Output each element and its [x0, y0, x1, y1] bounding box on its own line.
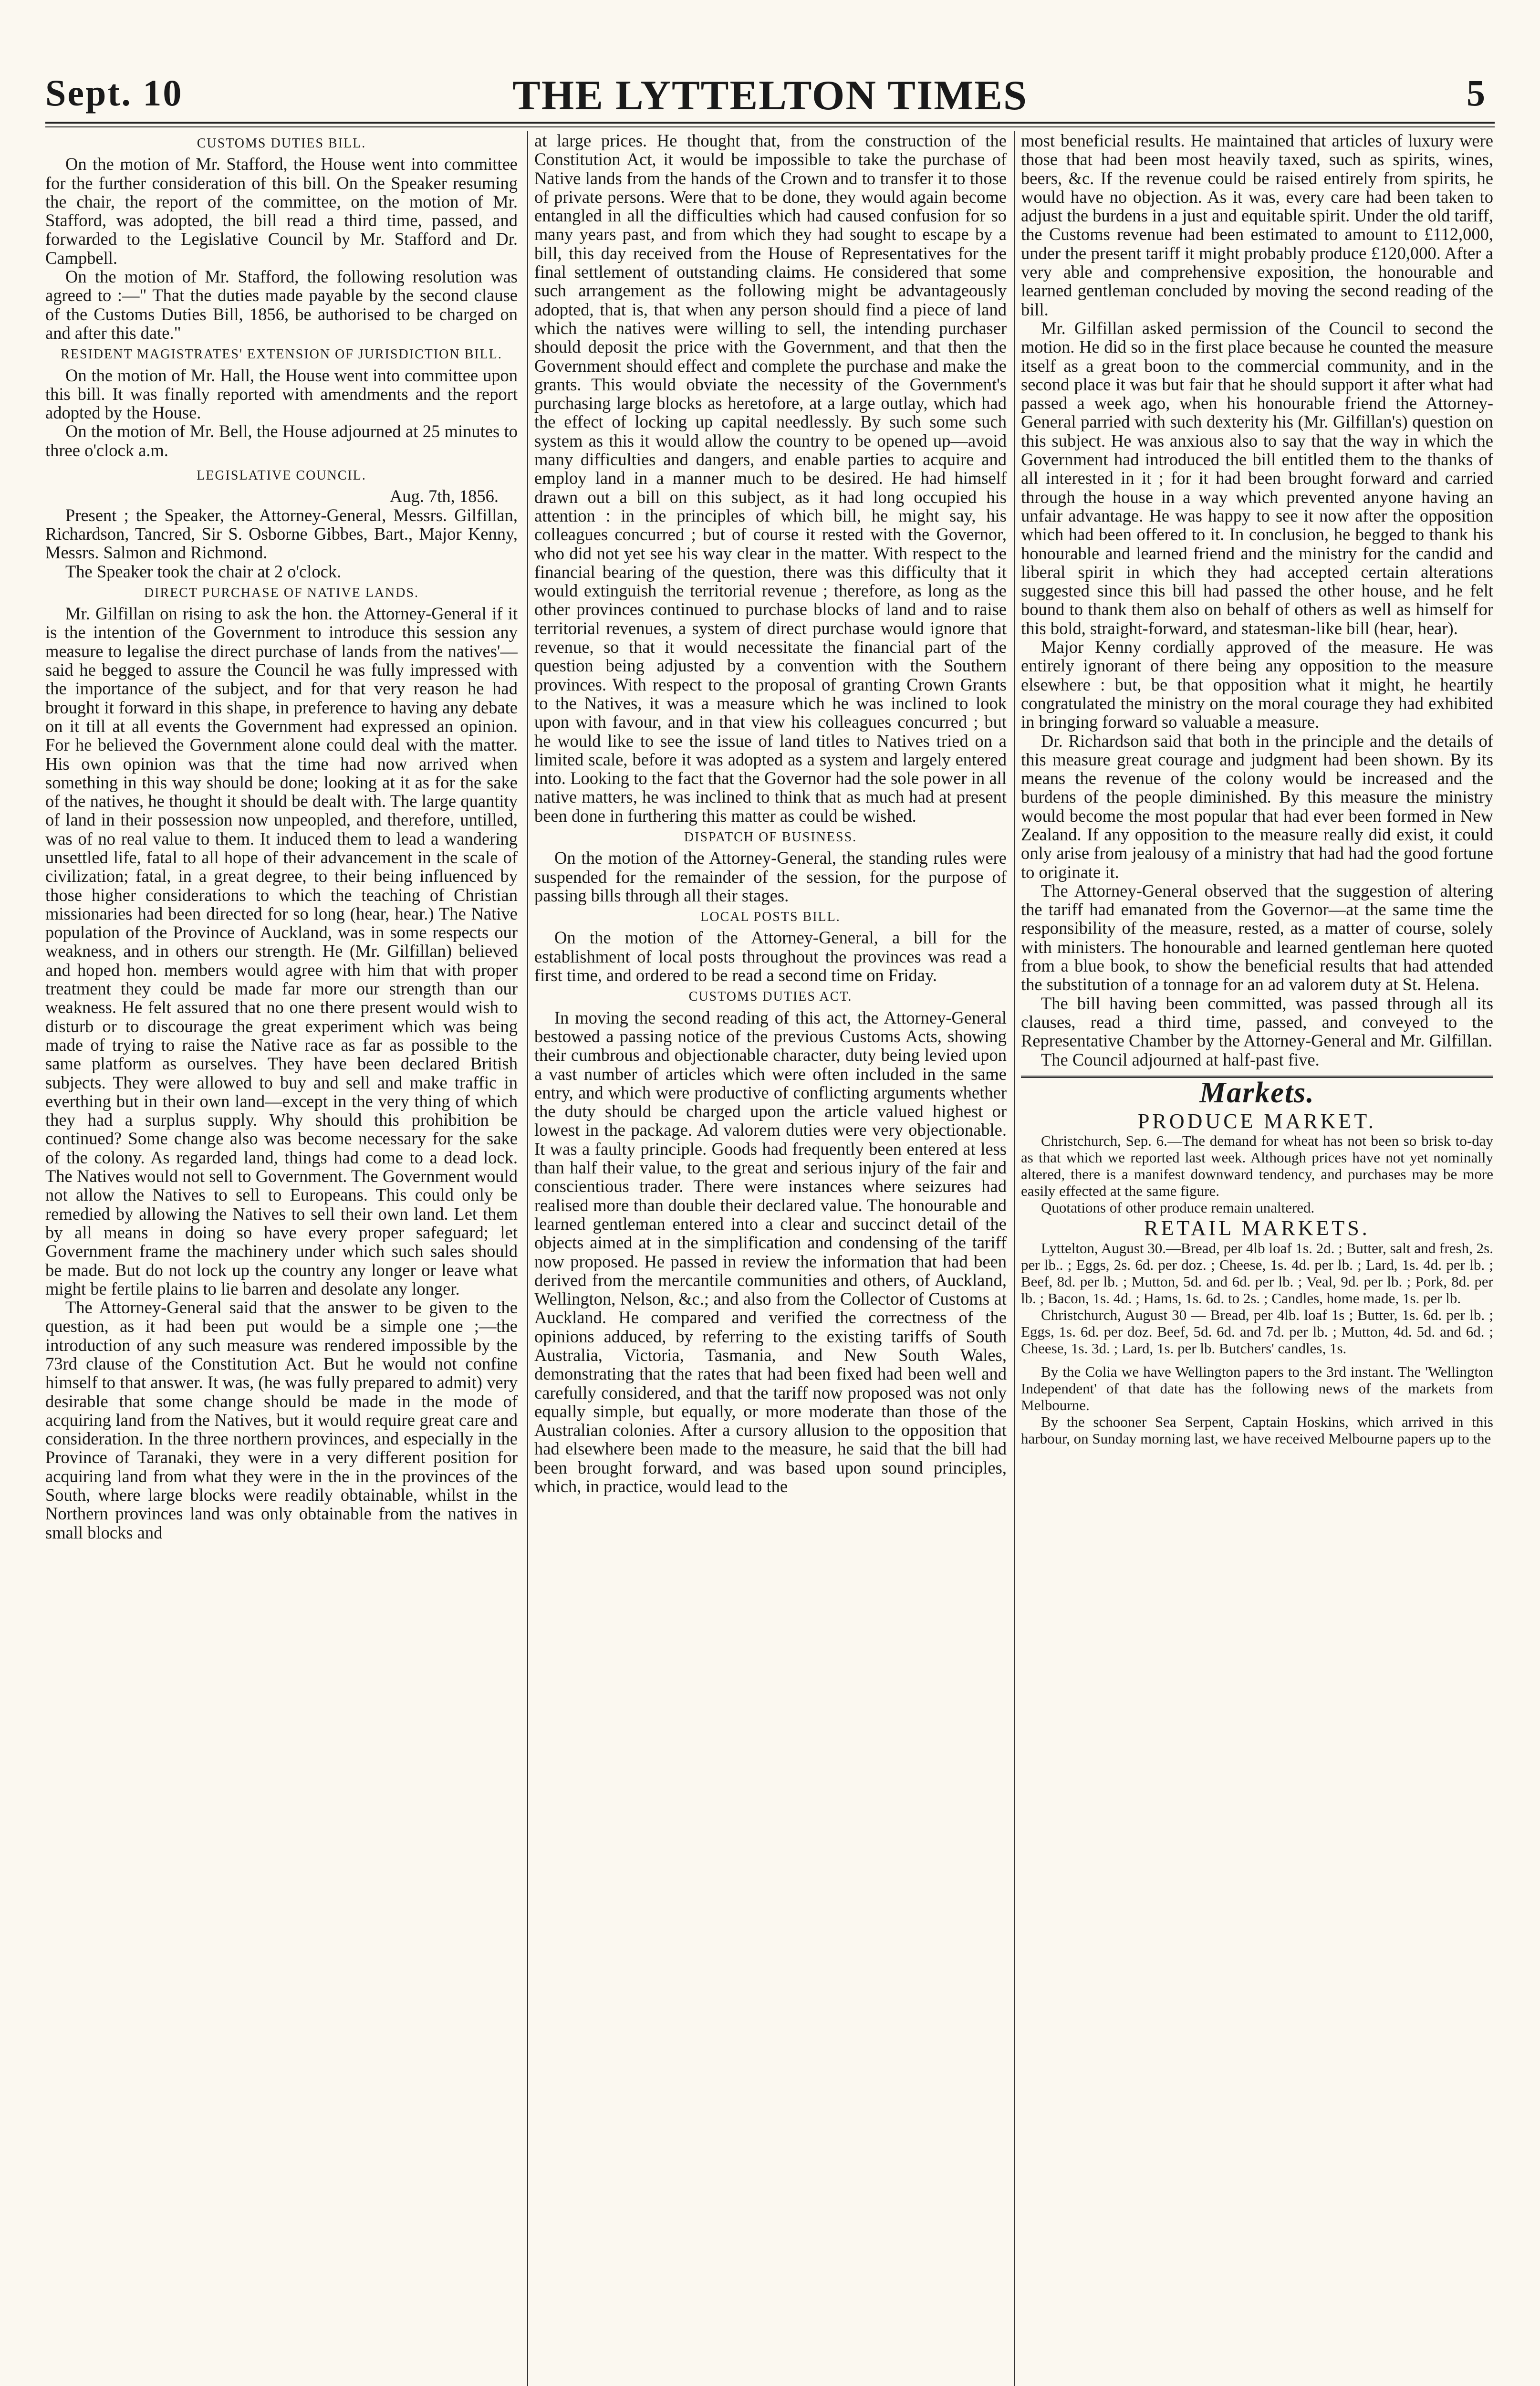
heading-customs-duties-bill: CUSTOMS DUTIES BILL.: [197, 136, 366, 151]
session-date: Aug. 7th, 1856.: [389, 486, 499, 506]
column-2: [534, 131, 1007, 2386]
paragraph: Mr. Gilfillan asked permission of the Council to second the motion. He did so in the first place because he counted the measure itself as a great boon to the commercial community, and in the second place it was but fair that he should support it after what had passed a week ago, when his honourable friend the Attorney-General parried with such dexterity his (Mr. Gilfillan's) question on this subject. He was anxious also to say that the way in which the Government had introduced the bill entitled them to the thanks of all interested in it ; for it had been brought forward and carried through the house in a way which prevented anyone having an unfair advantage. He was happy to see it now after the opposition which had been offered to it. In conclusion, he begged to thank his honourable and learned friend and the ministry for the candid and liberal spirit in which they had accepted certain alterations suggested since this bill had passed the other house, and he felt bound to thank them also on behalf of others as well as himself for this bold, straight-forward, and statesman-like bill (hear, hear).: [1021, 318, 1493, 638]
paragraph: On the motion of Mr. Stafford, the following resolution was agreed to :—" That the duties made payable by the second clause of the Customs Duties Bill, 1856, be authorised to be charged on and after this date.": [45, 267, 518, 343]
paragraph: most beneficial results. He maintained that articles of luxury were those that had been most heavily taxed, such as spirits, wines, beers, &c. If the revenue could be raised entirely from spirits, he would have no objection. As it was, every care had been taken to adjust the burdens in a just and equitable spirit. Under the old tariff, the Customs revenue had been estimated to amount to £112,000, under the present tariff it might probably produce £120,000. After a very able and comprehensive exposition, the honourable and learned gentleman concluded by moving the second reading of the bill.: [1021, 131, 1493, 319]
market-report: By the schooner Sea Serpent, Captain Hoskins, which arrived in this harbour, on Sunday morning last, we have received Melbourne papers up to the: [1021, 1413, 1493, 1447]
issue-date: Sept. 10: [45, 72, 183, 114]
heading-produce-market: PRODUCE MARKET.: [1138, 1109, 1376, 1133]
market-report: By the Colia we have Wellington papers to the 3rd instant. The 'Wellington Independent' of that date has the following news of the markets from Melbourne.: [1021, 1363, 1493, 1413]
market-report: Quotations of other produce remain unaltered.: [1041, 1199, 1315, 1216]
heading-resident-magistrates: RESIDENT MAGISTRATES' EXTENSION OF JURISDICTION BILL.: [61, 347, 502, 362]
markets-heading: Markets.: [1199, 1076, 1315, 1109]
heading-dispatch-of-business: DISPATCH OF BUSINESS.: [684, 829, 857, 845]
masthead-rule: [45, 122, 1495, 124]
page-number: 5: [1467, 72, 1485, 114]
heading-customs-duties-act: CUSTOMS DUTIES ACT.: [688, 989, 853, 1005]
column-1: [45, 131, 518, 2386]
heading-legislative-council: LEGISLATIVE COUNCIL.: [197, 468, 366, 483]
paragraph: The Speaker took the chair at 2 o'clock.: [65, 561, 342, 581]
paragraph: at large prices. He thought that, from the construction of the Constitution Act, it would be impossible to take the purchase of Native lands from the hands of the Crown and to transfer it to those of private persons. Were that to be done, they would again become entangled in all the difficulties which had caused confusion for so many years past, and from which they had sought to escape by a bill, this day received from the House of Representatives for the final settlement of outstanding claims. He considered that some such arrangement as the following might be advantageously adopted, that is, that when any person should find a piece of land which the natives were willing to sell, the intending purchaser should deposit the price with the Government, and that then the Government should effect and complete the purchase and make the grants. This would obviate the necessity of the Government's purchasing large blocks as heretofore, at a large outlay, which had the effect of locking up capital needlessly. By such some such system as this it would allow the country to be opened up—avoid many difficulties and dangers, and enable parties to acquire and employ land in a manner much to be desired. He had himself drawn out a bill on this subject, as it had long occupied his attention : in the principles of which bill, he might say, his colleagues concurred ; but of course it rested with the Governor, who did not yet see his way clear in the matter. With respect to the financial bearing of the question, there was this difficulty that it would extinguish the territorial revenue ; therefore, as long as the other provinces continued to purchase blocks of land and to raise territorial revenues, a system of direct purchase would ignore that revenue, so that it would necessitate the financial part of the question being adjusted by a convention with the Southern provinces. With respect to the proposal of granting Crown Grants to the Natives, it was a measure which he was inclined to look upon with favour, and in that view his colleagues concurred ; but he would like to see the issue of land titles to Natives tried on a limited scale, before it was adopted as a system and largely entered into. Looking to the fact that the Governor had the sole power in all native matters, he was inclined to think that as much had at present been done in furthering this matter as could be wished.: [534, 131, 1007, 826]
paragraph: On the motion of Mr. Stafford, the House went into committee for the further consideration of this bill. On the Speaker resuming the chair, the report of the committee, on the motion of Mr. Stafford, was adopted, the bill read a third time, passed, and forwarded to the Legislative Council by Mr. Stafford and Dr. Campbell.: [45, 154, 518, 268]
paragraph: On the motion of Mr. Bell, the House adjourned at 25 minutes to three o'clock a.m.: [45, 421, 518, 460]
paragraph: In moving the second reading of this act, the Attorney-General bestowed a passing notice of the previous Customs Acts, showing their cumbrous and objectionable character, duty being levied upon a vast number of articles which were often included in the same entry, and which were productive of conflicting arguments whether the duty should be charged upon the article valued highest or lowest in the package. Ad valorem duties were very objectionable. It was a faulty principle. Goods had frequently been entered at less than half their value, to the great and serious injury of the fair and conscientious trader. There were instances where seizures had realised more than double their declared value. The honourable and learned gentleman entered into a clear and succinct detail of the objects aimed at in the simplification and condensing of the tariff now proposed. He passed in review the information that had been derived from the mercantile communities and others, of Auckland, Wellington, Nelson, &c.; and also from the Collector of Customs at Auckland. He compared and verified the correctness of the opinions adduced, by referring to the existing tariffs of South Australia, Victoria, Tasmania, and New South Wales, demonstrating that the rates that had been fixed had been well and carefully considered, and that the tariff now proposed was not only equally simple, but equally, or more moderate than those of the Australian colonies. After a cursory allusion to the opposition that had elsewhere been made to the measure, he said that the bill had been brought forward, and was based upon sound principles, which, in practice, would lead to the: [534, 1007, 1007, 1496]
market-report: Lyttelton, August 30.—Bread, per 4lb loaf 1s. 2d. ; Butter, salt and fresh, 2s. per lb.. ; Eggs, 2s. 6d. per doz. ; Cheese, 1s. 4d. per lb. ; Lard, 1s. 4d. per lb. ; Beef, 8d. per lb. ; Mutton, 5d. and 6d. per lb. ; Veal, 9d. per lb. ; Pork, 8d. per lb. ; Bacon, 1s. 4d. ; Hams, 1s. 6d. to 2s. ; Candles, home made, 1s. per lb.: [1021, 1239, 1493, 1307]
newspaper-title: THE LYTTELTON TIMES: [512, 73, 1028, 119]
paragraph: The bill having been committed, was passed through all its clauses, read a third time, passed, and conveyed to the Representative Chamber by the Attorney-General and Mr. Gilfillan.: [1021, 993, 1493, 1051]
paragraph: On the motion of Mr. Hall, the House went into committee upon this bill. It was finally reported with amendments and the report adopted by the House.: [45, 365, 518, 423]
paragraph: The Attorney-General observed that the suggestion of altering the tariff had emanated from the Governor—at the same time the responsibility of the measure, rested, as a matter of course, solely with ministers. The honourable and learned gentleman here quoted from a blue book, to show the beneficial results that had attended the substitution of a tonnage for an ad valorem duty at St. Helena.: [1021, 880, 1493, 994]
market-report: Christchurch, Sep. 6.—The demand for wheat has not been so brisk to-day as that which we reported last week. Although prices have not yet nominally altered, there is a manifest downward tendency, and purchases may be more easily effected at the same figure.: [1021, 1132, 1493, 1200]
market-report: Christchurch, August 30 — Bread, per 4lb. loaf 1s ; Butter, 1s. 6d. per lb. ; Eggs, 1s. 6d. per doz. Beef, 5d. 6d. and 7d. per lb. ; Mutton, 4d. 5d. and 6d. ; Cheese, 1s. 3d. ; Lard, 1s. per lb. Butchers' candles, 1s.: [1021, 1306, 1493, 1357]
paragraph: On the motion of the Attorney-General, a bill for the establishment of local posts throughout the provinces was read a first time, and ordered to be read a second time on Friday.: [534, 928, 1007, 985]
paragraph: Major Kenny cordially approved of the measure. He was entirely ignorant of there being any opposition to the measure elsewhere : but, be that opposition what it might, he heartily congratulated the ministry on the moral courage they had exhibited in bringing forward so valuable a measure.: [1021, 637, 1493, 732]
heading-local-posts-bill: LOCAL POSTS BILL.: [700, 910, 841, 925]
column-divider: [1014, 131, 1015, 2386]
heading-direct-purchase: DIRECT PURCHASE OF NATIVE LANDS.: [144, 585, 419, 600]
paragraph: The Attorney-General said that the answer to be given to the question, as it had been put would be a simple one ;—the introduction of any such measure was rendered impossible by the 73rd clause of the Constitution Act. But he would not confine himself to that answer. It was, (he was fully prepared to admit) very desirable that some change should be made in the mode of acquiring land from the Natives, but it would require great care and consideration. In the three northern provinces, and especially in the Province of Taranaki, they were in a very different position for acquiring land from what they were in the in the provinces of the South, where large blocks were readily obtainable, whilst in the Northern provinces land was only obtainable from the natives in small blocks and: [45, 1298, 518, 1542]
masthead: [45, 72, 1495, 124]
paragraph: On the motion of the Attorney-General, the standing rules were suspended for the remainder of the session, for the purpose of passing bills through all their stages.: [534, 848, 1007, 905]
column-3: [1021, 131, 1493, 2386]
paragraph: Present ; the Speaker, the Attorney-General, Messrs. Gilfillan, Richardson, Tancred, Sir S. Osborne Gibbes, Bart., Major Kenny, Messrs. Salmon and Richmond.: [45, 505, 518, 563]
masthead-rule-thin: [45, 126, 1495, 127]
heading-retail-markets: RETAIL MARKETS.: [1144, 1216, 1370, 1240]
paragraph: The Council adjourned at half-past five.: [1041, 1049, 1320, 1069]
paragraph: Mr. Gilfillan on rising to ask the hon. the Attorney-General if it is the intention of the Government to introduce this session any measure to legalise the direct purchase of lands from the natives'— said he begged to assure the Council he was fully impressed with the importance of the subject, and for that very reason he had brought it forward in this shape, in preference to having any debate on it till at all events the Government had expressed an opinion. For he believed the Government alone could deal with the matter. His own opinion was that the time had now arrived when something in this way should be done; looking at it as for the sake of the natives, he thought it should be dealt with. The large quantity of land in their possession now unpeopled, and therefore, untilled, was of no real value to them. It induced them to lead a wandering unsettled life, fatal to all hope of their advancement in the scale of civilization; fatal, in a great degree, to their being influenced by those higher considerations to which the teaching of Christian missionaries had been directed for so long (hear, hear.) The Native population of the Province of Auckland, was in some respects our weakness, and in others our strength. He (Mr. Gilfillan) believed and hoped hon. members would agree with him that with proper treatment they could be made far more our strength than our weakness. He felt assured that no one there present would wish to disturb or to discourage the great experiment which was being made of trying to raise the Native race as far as possible to the same platform as ourselves. They have been declared British subjects. They were allowed to buy and sell and make traffic in everthing but in their own land—except in the very thing of which they had a surplus supply. Why should this prohibition be continued? Some change also was become necessary for the sake of the colony. As regarded land, things had come to a dead lock. The Natives would not sell to Government. The Government would not allow the Natives to sell to Europeans. This could only be remedied by allowing the Natives to sell their own land. Let them by all means in doing so have every proper safeguard; let Government frame the machinery under which such sales should be made. But do not lock up the country any longer or leave what might be fertile plains to lie barren and desolate any longer.: [45, 604, 518, 1298]
column-divider: [527, 131, 528, 2386]
paragraph: Dr. Richardson said that both in the principle and the details of this measure great courage and judgment had been shown. By its means the revenue of the colony would be increased and the burdens of the people diminished. By this measure the ministry would become the most popular that had ever been formed in New Zealand. If any opposition to the measure really did exist, it could only arise from jealousy of a ministry that had had the good fortune to originate it.: [1021, 731, 1493, 882]
